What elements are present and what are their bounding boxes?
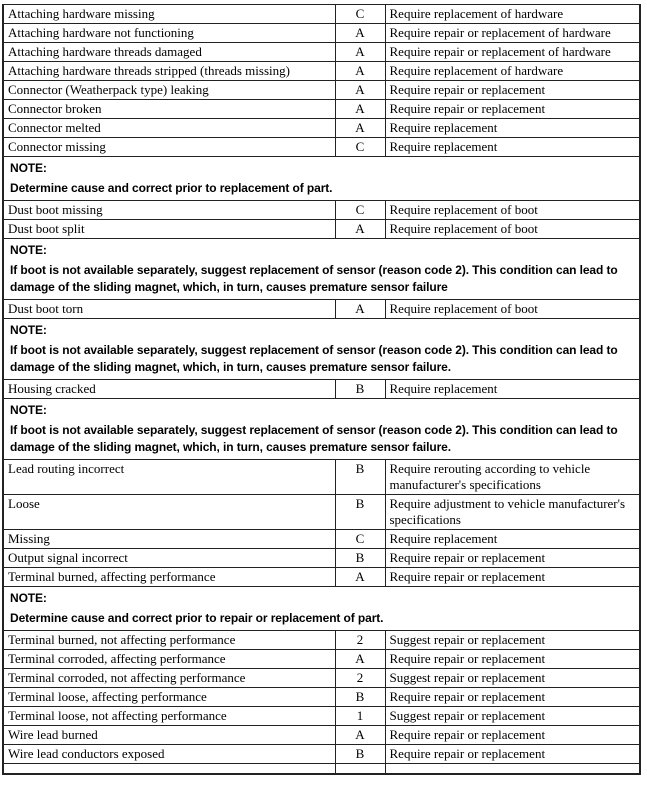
condition-cell: Attaching hardware threads stripped (threads missing): [3, 62, 335, 81]
action-cell: Suggest repair or replacement: [385, 669, 640, 688]
note-cell: [3, 319, 640, 380]
action-cell: Require replacement: [385, 119, 640, 138]
action-cell: Require repair or replacement: [385, 568, 640, 587]
note-label: NOTE:: [10, 323, 47, 337]
code-cell: A: [335, 100, 385, 119]
code-cell: A: [335, 726, 385, 745]
action-cell: Require repair or replacement of hardware: [385, 43, 640, 62]
code-cell: C: [335, 530, 385, 549]
note-label: NOTE:: [10, 243, 47, 257]
note-row: [3, 587, 640, 631]
condition-cell: Connector missing: [3, 138, 335, 157]
code-cell: B: [335, 745, 385, 764]
note-text: Determine cause and correct prior to repair or replacement of part.: [10, 611, 384, 625]
empty-cell: [385, 764, 640, 775]
condition-cell: Attaching hardware not functioning: [3, 24, 335, 43]
table-row: [3, 220, 640, 239]
code-cell: C: [335, 5, 385, 24]
table-row: [3, 631, 640, 650]
code-cell: 2: [335, 631, 385, 650]
condition-cell: Lead routing incorrect: [3, 460, 335, 495]
note-row: [3, 319, 640, 380]
action-cell: Require repair or replacement: [385, 100, 640, 119]
table-row: [3, 43, 640, 62]
condition-cell: Dust boot torn: [3, 300, 335, 319]
action-cell: Require replacement of hardware: [385, 5, 640, 24]
code-cell: A: [335, 220, 385, 239]
code-cell: A: [335, 43, 385, 62]
condition-cell: Loose: [3, 495, 335, 530]
condition-cell: Output signal incorrect: [3, 549, 335, 568]
empty-row: [3, 764, 640, 775]
note-cell: [3, 587, 640, 631]
action-cell: Require repair or replacement: [385, 549, 640, 568]
code-cell: B: [335, 460, 385, 495]
table-row: [3, 568, 640, 587]
table-row: [3, 62, 640, 81]
table-row: [3, 138, 640, 157]
condition-cell: Terminal loose, not affecting performance: [3, 707, 335, 726]
empty-cell: [3, 764, 335, 775]
note-text: If boot is not available separately, suggest replacement of sensor (reason code 2). This condition can lead to damage of the sliding magnet, which, in turn, causes premature sensor failure.: [10, 343, 618, 374]
empty-cell: [335, 764, 385, 775]
condition-cell: Connector melted: [3, 119, 335, 138]
action-cell: Require repair or replacement: [385, 688, 640, 707]
table-row: [3, 530, 640, 549]
table-row: [3, 81, 640, 100]
action-cell: Require replacement of boot: [385, 300, 640, 319]
code-cell: C: [335, 138, 385, 157]
table-row: [3, 5, 640, 24]
note-cell: [3, 157, 640, 201]
code-cell: B: [335, 380, 385, 399]
table-row: [3, 745, 640, 764]
table-row: [3, 726, 640, 745]
action-cell: Suggest repair or replacement: [385, 631, 640, 650]
condition-cell: Terminal burned, affecting performance: [3, 568, 335, 587]
condition-cell: Attaching hardware threads damaged: [3, 43, 335, 62]
note-text: Determine cause and correct prior to replacement of part.: [10, 181, 333, 195]
code-cell: A: [335, 81, 385, 100]
table-body: [3, 5, 640, 775]
table-row: [3, 650, 640, 669]
table-row: [3, 460, 640, 495]
table-row: [3, 495, 640, 530]
table-row: [3, 100, 640, 119]
condition-cell: Connector broken: [3, 100, 335, 119]
code-cell: B: [335, 688, 385, 707]
action-cell: Require rerouting according to vehicle manufacturer's specifications: [385, 460, 640, 495]
code-cell: B: [335, 495, 385, 530]
action-cell: Require adjustment to vehicle manufacturer's specifications: [385, 495, 640, 530]
code-cell: A: [335, 24, 385, 43]
action-cell: Require repair or replacement: [385, 726, 640, 745]
condition-cell: Attaching hardware missing: [3, 5, 335, 24]
condition-cell: Housing cracked: [3, 380, 335, 399]
table-row: [3, 707, 640, 726]
table-row: [3, 201, 640, 220]
note-text: If boot is not available separately, suggest replacement of sensor (reason code 2). This condition can lead to damage of the sliding magnet, which, in turn, causes premature sensor failure: [10, 263, 618, 294]
action-cell: Require replacement of hardware: [385, 62, 640, 81]
table-row: [3, 669, 640, 688]
action-cell: Require repair or replacement: [385, 745, 640, 764]
note-cell: [3, 399, 640, 460]
table-row: [3, 380, 640, 399]
condition-cell: Dust boot missing: [3, 201, 335, 220]
note-text: If boot is not available separately, suggest replacement of sensor (reason code 2). This condition can lead to damage of the sliding magnet, which, in turn, causes premature sensor failure.: [10, 423, 618, 454]
note-row: [3, 157, 640, 201]
condition-cell: Terminal loose, affecting performance: [3, 688, 335, 707]
condition-cell: Wire lead burned: [3, 726, 335, 745]
action-cell: Require replacement of boot: [385, 220, 640, 239]
action-cell: Require repair or replacement: [385, 81, 640, 100]
code-cell: A: [335, 300, 385, 319]
action-cell: Require replacement: [385, 380, 640, 399]
condition-cell: Terminal corroded, not affecting performance: [3, 669, 335, 688]
condition-cell: Dust boot split: [3, 220, 335, 239]
code-cell: A: [335, 62, 385, 81]
code-cell: B: [335, 549, 385, 568]
note-label: NOTE:: [10, 403, 47, 417]
condition-cell: Wire lead conductors exposed: [3, 745, 335, 764]
code-cell: C: [335, 201, 385, 220]
action-cell: Require replacement: [385, 530, 640, 549]
code-cell: A: [335, 650, 385, 669]
table-row: [3, 300, 640, 319]
code-cell: 2: [335, 669, 385, 688]
code-cell: A: [335, 568, 385, 587]
condition-cell: Connector (Weatherpack type) leaking: [3, 81, 335, 100]
note-row: [3, 239, 640, 300]
code-cell: A: [335, 119, 385, 138]
action-cell: Require replacement: [385, 138, 640, 157]
action-cell: Require repair or replacement of hardware: [385, 24, 640, 43]
table-row: [3, 688, 640, 707]
table-row: [3, 24, 640, 43]
table-row: [3, 119, 640, 138]
action-cell: Suggest repair or replacement: [385, 707, 640, 726]
damage-condition-table: [2, 4, 641, 775]
note-label: NOTE:: [10, 161, 47, 175]
condition-cell: Terminal corroded, affecting performance: [3, 650, 335, 669]
action-cell: Require repair or replacement: [385, 650, 640, 669]
condition-cell: Missing: [3, 530, 335, 549]
condition-cell: Terminal burned, not affecting performance: [3, 631, 335, 650]
code-cell: 1: [335, 707, 385, 726]
note-cell: [3, 239, 640, 300]
note-row: [3, 399, 640, 460]
note-label: NOTE:: [10, 591, 47, 605]
table-row: [3, 549, 640, 568]
action-cell: Require replacement of boot: [385, 201, 640, 220]
